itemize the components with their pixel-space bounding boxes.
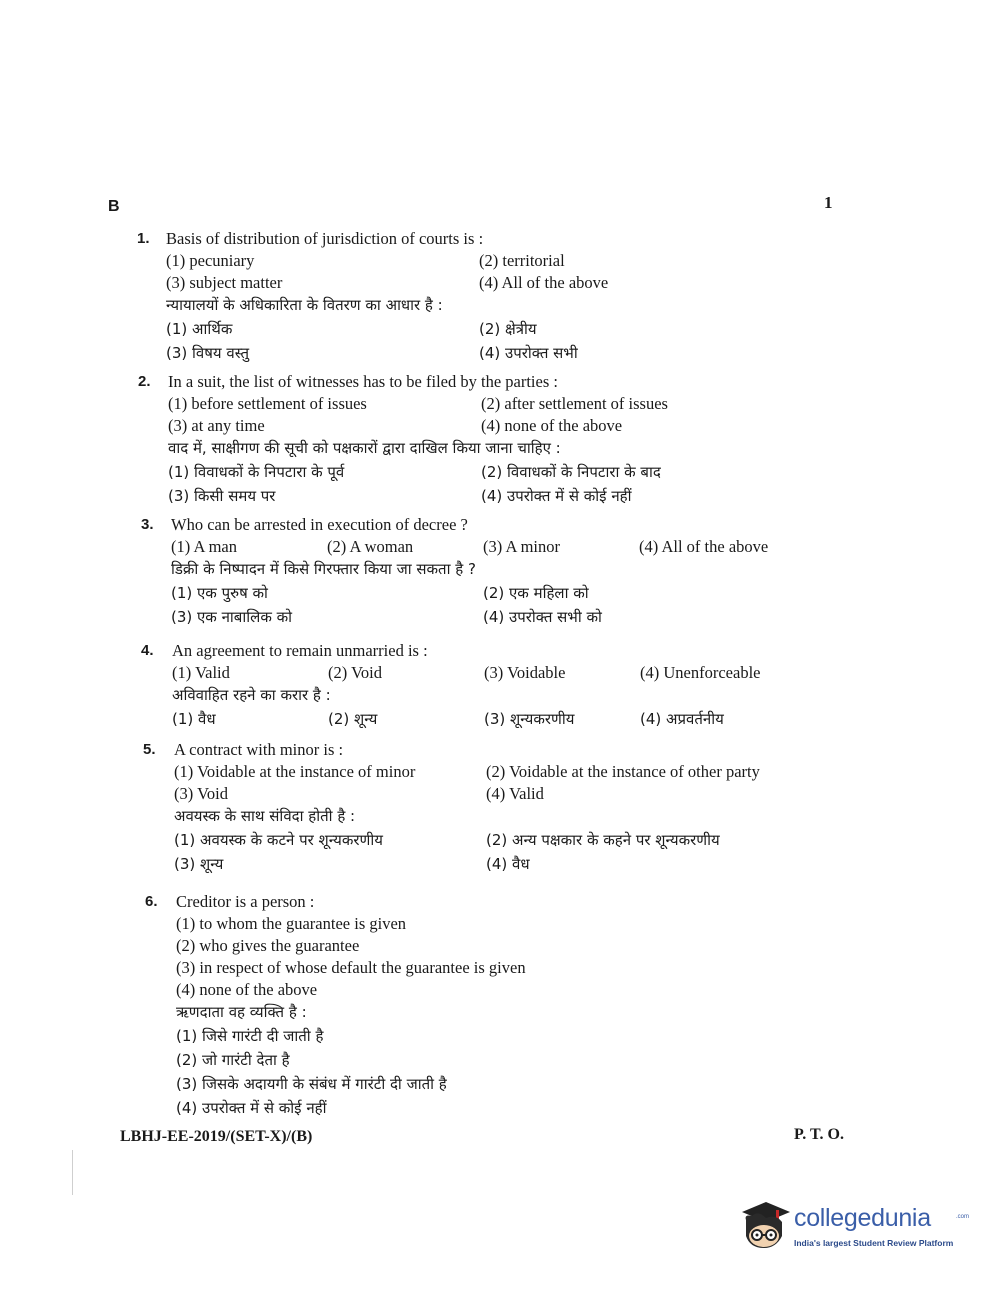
option-hi: (1) विवाधकों के निपटारा के पूर्व	[168, 463, 345, 481]
option-hi: (4) उपरोक्त सभी	[479, 344, 578, 362]
option-hi: (3) एक नाबालिक को	[171, 608, 293, 626]
option-en: (3) A minor	[483, 537, 560, 556]
option-en: (4) All of the above	[479, 273, 609, 292]
option-hi: (1) जिसे गारंटी दी जाती है	[176, 1027, 324, 1045]
set-label: B	[108, 198, 120, 215]
option-en: (2) Voidable at the instance of other party	[486, 762, 760, 781]
question-number: 2.	[138, 373, 151, 390]
option-en: (3) Void	[174, 784, 228, 803]
option-en: (1) to whom the guarantee is given	[176, 914, 407, 933]
question-text-hi: अवयस्क के साथ संविदा होती है :	[174, 807, 356, 825]
collegedunia-logo	[736, 1196, 970, 1260]
option-en: (3) at any time	[168, 416, 265, 435]
option-hi: (2) शून्य	[328, 710, 378, 728]
question-text-en: Basis of distribution of jurisdiction of courts is :	[166, 229, 484, 248]
option-en: (2) after settlement of issues	[481, 394, 668, 413]
option-hi: (4) उपरोक्त में से कोई नहीं	[176, 1099, 327, 1117]
option-hi: (4) अप्रवर्तनीय	[640, 710, 724, 728]
option-en: (1) pecuniary	[166, 251, 255, 270]
option-en: (3) Voidable	[484, 663, 566, 682]
option-hi: (1) एक पुरुष को	[171, 584, 268, 602]
option-hi: (4) वैध	[486, 855, 530, 873]
pto-label: P. T. O.	[794, 1126, 844, 1143]
question-6	[145, 891, 876, 1119]
option-en: (2) Void	[328, 663, 382, 682]
page-number: 1	[824, 193, 833, 212]
question-4	[141, 640, 872, 730]
option-en: (4) none of the above	[176, 980, 318, 999]
option-en: (1) A man	[171, 537, 237, 556]
option-hi: (2) एक महिला को	[483, 584, 589, 602]
paper-code: LBHJ-EE-2019/(SET-X)/(B)	[120, 1128, 313, 1145]
option-hi: (2) क्षेत्रीय	[479, 320, 537, 338]
question-text-en: Who can be arrested in execution of decree ?	[171, 515, 468, 534]
option-hi: (3) शून्यकरणीय	[484, 710, 575, 728]
question-text-en: A contract with minor is :	[174, 740, 344, 759]
option-en: (2) who gives the guarantee	[176, 936, 360, 955]
option-hi: (4) उपरोक्त सभी को	[483, 608, 602, 626]
option-hi: (3) किसी समय पर	[168, 487, 276, 505]
question-number: 5.	[143, 741, 156, 758]
question-5	[143, 739, 874, 875]
question-text-hi: अविवाहित रहने का करार है :	[172, 686, 331, 704]
option-en: (4) Unenforceable	[640, 663, 761, 682]
scan-margin-line	[72, 1150, 73, 1195]
option-en: (4) none of the above	[481, 416, 623, 435]
option-hi: (2) जो गारंटी देता है	[176, 1051, 290, 1069]
option-en: (1) Valid	[172, 663, 230, 682]
question-2	[138, 371, 868, 507]
option-hi: (3) जिसके अदायगी के संबंध में गारंटी दी जाती है	[176, 1075, 447, 1093]
option-en: (1) Voidable at the instance of minor	[174, 762, 416, 781]
question-text-en: An agreement to remain unmarried is :	[172, 641, 428, 660]
question-text-en: Creditor is a person :	[176, 892, 315, 911]
question-text-hi: डिक्री के निष्पादन में किसे गिरफ्तार किया जा सकता है ?	[171, 560, 476, 578]
option-en: (2) territorial	[479, 251, 565, 270]
question-text-en: In a suit, the list of witnesses has to be filed by the parties :	[168, 372, 558, 391]
option-en: (3) in respect of whose default the guarantee is given	[176, 958, 526, 977]
question-number: 3.	[141, 516, 154, 533]
logo-tld: .com	[956, 1214, 970, 1220]
question-number: 4.	[141, 642, 154, 659]
option-en: (2) A woman	[327, 537, 414, 556]
option-en: (4) All of the above	[639, 537, 769, 556]
option-hi: (4) उपरोक्त में से कोई नहीं	[481, 487, 632, 505]
option-hi: (2) विवाधकों के निपटारा के बाद	[481, 463, 661, 481]
question-number: 1.	[137, 230, 150, 247]
question-3	[141, 514, 871, 628]
option-en: (4) Valid	[486, 784, 544, 803]
option-hi: (3) शून्य	[174, 855, 224, 873]
option-hi: (1) आर्थिक	[166, 320, 233, 338]
question-number: 6.	[145, 893, 158, 910]
option-hi: (3) विषय वस्तु	[166, 344, 250, 362]
logo-tagline: India's largest Student Review Platform	[794, 1238, 954, 1248]
mascot-icon	[736, 1196, 794, 1256]
question-text-hi: ऋणदाता वह व्यक्ति है :	[176, 1003, 307, 1021]
option-en: (3) subject matter	[166, 273, 283, 292]
option-hi: (2) अन्य पक्षकार के कहने पर शून्यकरणीय	[486, 831, 720, 849]
logo-wordmark: collegedunia	[794, 1204, 931, 1232]
option-en: (1) before settlement of issues	[168, 394, 367, 413]
question-1	[137, 228, 866, 364]
question-text-hi: वाद में, साक्षीगण की सूची को पक्षकारों द्वारा दाखिल किया जाना चाहिए :	[168, 439, 561, 457]
question-text-hi: न्यायालयों के अधिकारिता के वितरण का आधार है :	[166, 296, 443, 314]
option-hi: (1) अवयस्क के कटने पर शून्यकरणीय	[174, 831, 383, 849]
option-hi: (1) वैध	[172, 710, 216, 728]
